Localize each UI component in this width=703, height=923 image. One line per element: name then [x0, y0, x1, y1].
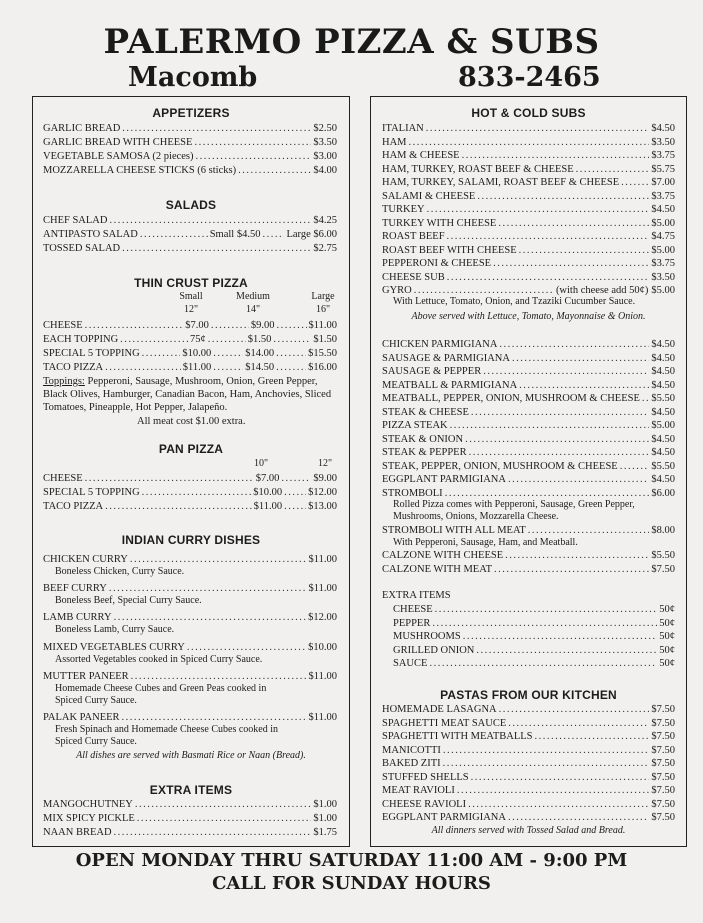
right-menu-panel: [370, 96, 687, 847]
menu-item: PALAK PANEER ..... $11.00: [43, 711, 337, 724]
menu-item: MEAT RAVIOLI ..... $7.50: [382, 784, 675, 797]
size-small-inches: 12": [183, 304, 199, 315]
opening-hours: OPEN MONDAY THRU SATURDAY 11:00 AM - 9:00 PM: [75, 850, 628, 871]
menu-item: CHEESE SUB ..... $3.50: [382, 271, 675, 284]
menu-item: ROAST BEEF ..... $4.75: [382, 230, 675, 243]
menu-item: SALAMI & CHEESE ..... $3.75: [382, 190, 675, 203]
menu-item: MANGOCHUTNEY ..... $1.00: [43, 798, 337, 811]
item-description: Boneless Chicken, Curry Sauce.: [55, 566, 185, 577]
pan-pizza-title: PAN PIZZA: [158, 442, 224, 456]
menu-item: EACH TOPPING ..... 75¢ ..... $1.50 ..... $1.50: [43, 333, 337, 346]
menu-item: HAM, TURKEY, SALAMI, ROAST BEEF & CHEESE ..... $7.00: [382, 176, 675, 189]
size-large: Large: [311, 291, 335, 302]
menu-item: MIX SPICY PICKLE ..... $1.00: [43, 812, 337, 825]
item-description: Spiced Curry Sauce.: [55, 736, 137, 747]
menu-item: NAAN BREAD ..... $1.75: [43, 826, 337, 839]
menu-item: TURKEY WITH CHEESE ..... $5.00: [382, 217, 675, 230]
menu-item: MEATBALL, PEPPER, ONION, MUSHROOM & CHEESE ..... $5.50: [382, 392, 675, 405]
size-large-inches: 16": [315, 304, 331, 315]
menu-item: CHEF SALAD ..... $4.25: [43, 214, 337, 227]
menu-item: VEGETABLE SAMOSA (2 pieces) ..... $3.00: [43, 150, 337, 163]
menu-item: CALZONE WITH MEAT ..... $7.50: [382, 563, 675, 576]
menu-item: SPAGHETTI WITH MEATBALLS ..... $7.50: [382, 730, 675, 743]
menu-item: HOMEMADE LASAGNA ..... $7.50: [382, 703, 675, 716]
menu-item: STEAK & CHEESE ..... $4.50: [382, 406, 675, 419]
item-description: Fresh Spinach and Homemade Cheese Cubes cooked in: [55, 724, 279, 735]
menu-item: TACO PIZZA ..... $11.00 ..... $14.50 ..... $16.00: [43, 361, 337, 374]
menu-item: SAUSAGE & PARMIGIANA ..... $4.50: [382, 352, 675, 365]
menu-item: SAUCE ..... 50¢: [393, 657, 675, 670]
menu-item: SPECIAL 5 TOPPING ..... $10.00 ..... $14.00 ..... $15.50: [43, 347, 337, 360]
menu-item: STUFFED SHELLS ..... $7.50: [382, 771, 675, 784]
salads-title: SALADS: [165, 198, 217, 212]
menu-item: ANTIPASTO SALAD ..... Small $4.50 ..... Large $6.00: [43, 228, 337, 241]
location: Macomb: [128, 62, 258, 93]
menu-item: MUSHROOMS ..... 50¢: [393, 630, 675, 643]
menu-item: CHEESE ..... $7.00 ..... $9.00: [43, 472, 337, 485]
extra-items-right-title: EXTRA ITEMS: [382, 590, 451, 601]
curry-note: All dishes are served with Basmati Rice or Naan (Bread).: [76, 750, 306, 761]
menu-item: SPAGHETTI MEAT SAUCE ..... $7.50: [382, 717, 675, 730]
menu-item: CHEESE ..... 50¢: [393, 603, 675, 616]
menu-item: PIZZA STEAK ..... $5.00: [382, 419, 675, 432]
size-small: Small: [179, 291, 203, 302]
pan-size-12: 12": [317, 458, 333, 469]
item-description: Rolled Pizza comes with Pepperoni, Sausage, Green Pepper,: [393, 499, 635, 510]
meat-note: All meat cost $1.00 extra.: [137, 416, 246, 427]
item-description: Boneless Lamb, Curry Sauce.: [55, 624, 175, 635]
restaurant-name: PALERMO PIZZA & SUBS: [103, 22, 600, 62]
thin-crust-title: THIN CRUST PIZZA: [134, 276, 248, 290]
menu-item: STEAK, PEPPER, ONION, MUSHROOM & CHEESE ..... $5.50: [382, 460, 675, 473]
menu-item: GYRO ..... (with cheese add 50¢) $5.00: [382, 284, 675, 297]
menu-item: PEPPERONI & CHEESE ..... $3.75: [382, 257, 675, 270]
item-description: Assorted Vegetables cooked in Spiced Curry Sauce.: [55, 654, 263, 665]
menu-item: STROMBOLI ..... $6.00: [382, 487, 675, 500]
toppings-line: Black Olives, Hamburger, Canadian Bacon, Ham, Anchovies, Sliced: [43, 389, 332, 400]
menu-item: CHICKEN PARMIGIANA ..... $4.50: [382, 338, 675, 351]
left-menu-panel: [32, 96, 350, 847]
menu-item: BAKED ZITI ..... $7.50: [382, 757, 675, 770]
curry-title: INDIAN CURRY DISHES: [121, 533, 261, 547]
menu-item: MUTTER PANEER ..... $11.00: [43, 670, 337, 683]
item-description: Boneless Beef, Special Curry Sauce.: [55, 595, 202, 606]
menu-item: HAM, TURKEY, ROAST BEEF & CHEESE ..... $5.75: [382, 163, 675, 176]
phone-number: 833-2465: [458, 62, 601, 93]
toppings-line: Tomatoes, Pineapple, Hot Pepper, Jalapeño.: [43, 402, 228, 413]
extra-items-left-title: EXTRA ITEMS: [149, 783, 233, 797]
toppings-line: Toppings: Pepperoni, Sausage, Mushroom, Onion, Green Pepper,: [43, 376, 318, 387]
pastas-title: PASTAS FROM OUR KITCHEN: [440, 688, 617, 702]
menu-item: MEATBALL & PARMIGIANA ..... $4.50: [382, 379, 675, 392]
appetizers-title: APPETIZERS: [152, 106, 230, 120]
menu-item: MIXED VEGETABLES CURRY ..... $10.00: [43, 641, 337, 654]
menu-item: STEAK & ONION ..... $4.50: [382, 433, 675, 446]
menu-item: CALZONE WITH CHEESE ..... $5.50: [382, 549, 675, 562]
menu-item: SAUSAGE & PEPPER ..... $4.50: [382, 365, 675, 378]
menu-item: HAM & CHEESE ..... $3.75: [382, 149, 675, 162]
item-description: Spiced Curry Sauce.: [55, 695, 137, 706]
menu-item: PEPPER ..... 50¢: [393, 617, 675, 630]
item-description: With Lettuce, Tomato, Onion, and Tzaziki Cucumber Sauce.: [393, 296, 636, 307]
menu-item: CHEESE RAVIOLI ..... $7.50: [382, 798, 675, 811]
menu-item: SPECIAL 5 TOPPING ..... $10.00 ..... $12.00: [43, 486, 337, 499]
subs-title: HOT & COLD SUBS: [471, 106, 586, 120]
menu-item: HAM ..... $3.50: [382, 136, 675, 149]
size-medium-inches: 14": [245, 304, 261, 315]
menu-item: TACO PIZZA ..... $11.00 ..... $13.00: [43, 500, 337, 513]
menu-item: GRILLED ONION ..... 50¢: [393, 644, 675, 657]
menu-item: STEAK & PEPPER ..... $4.50: [382, 446, 675, 459]
menu-item: TURKEY ..... $4.50: [382, 203, 675, 216]
menu-item: GARLIC BREAD ..... $2.50: [43, 122, 337, 135]
item-description: Homemade Cheese Cubes and Green Peas cooked in: [55, 683, 267, 694]
menu-item: MOZZARELLA CHEESE STICKS (6 sticks) ..... $4.00: [43, 164, 337, 177]
menu-item: BEEF CURRY ..... $11.00: [43, 582, 337, 595]
item-description: With Pepperoni, Sausage, Ham, and Meatball.: [393, 537, 578, 548]
menu-item: CHICKEN CURRY ..... $11.00: [43, 553, 337, 566]
menu-item: EGGPLANT PARMIGIANA ..... $4.50: [382, 473, 675, 486]
menu-item: STROMBOLI WITH ALL MEAT ..... $8.00: [382, 524, 675, 537]
menu-item: GARLIC BREAD WITH CHEESE ..... $3.50: [43, 136, 337, 149]
sunday-hours: CALL FOR SUNDAY HOURS: [212, 873, 491, 894]
pastas-note: All dinners served with Tossed Salad and Bread.: [431, 825, 626, 836]
cold-subs-note: Above served with Lettuce, Tomato, Mayonnaise & Onion.: [411, 311, 646, 322]
item-description: Mushrooms, Onions, Mozzarella Cheese.: [393, 511, 559, 522]
menu-item: ITALIAN ..... $4.50: [382, 122, 675, 135]
menu-item: LAMB CURRY ..... $12.00: [43, 611, 337, 624]
menu-item: EGGPLANT PARMIGIANA ..... $7.50: [382, 811, 675, 824]
menu-item: ROAST BEEF WITH CHEESE ..... $5.00: [382, 244, 675, 257]
pan-size-10: 10": [253, 458, 269, 469]
menu-item: CHEESE ..... $7.00 ..... $9.00 ..... $11.00: [43, 319, 337, 332]
menu-item: TOSSED SALAD ..... $2.75: [43, 242, 337, 255]
menu-item: MANICOTTI ..... $7.50: [382, 744, 675, 757]
size-medium: Medium: [236, 291, 270, 302]
